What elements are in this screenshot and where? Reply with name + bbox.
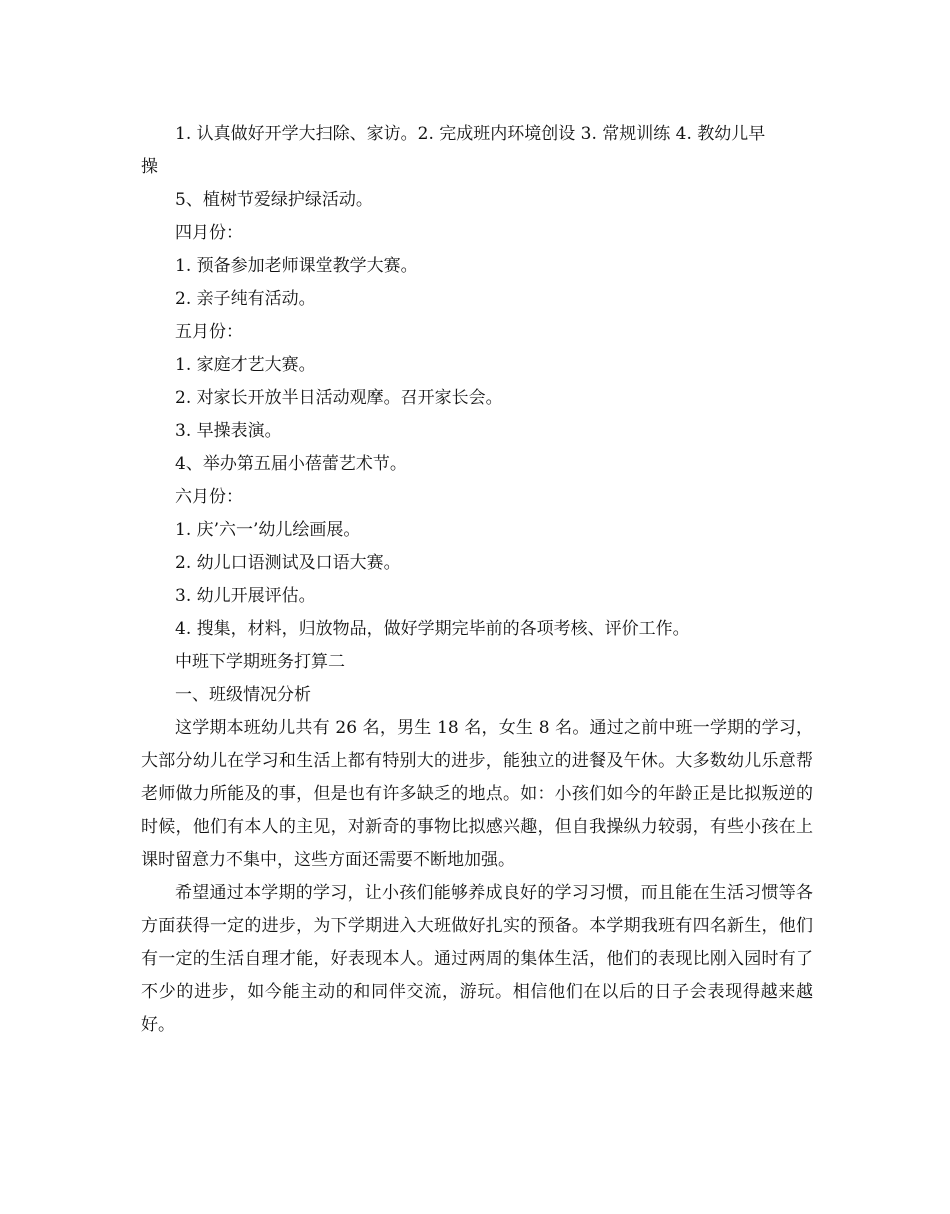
section-heading-june: 六月份： [175, 487, 243, 507]
list-item: 1. 家庭才艺大赛。 [175, 355, 316, 375]
list-item: 3. 早操表演。 [175, 421, 282, 441]
paragraph-semester-goals: 希望通过本学期的学习，让小孩们能够养成良好的学习习惯，而且能在生活习惯等各方面获得一定的进步，为下学期进入大班做好扎实的预备。本学期我班有四名新生，他们有一定的生活自理才能，好表现本人。通过两周的集体生活，他们的表现比刚入园时有了不少的进步，如今能主动的和同伴交流，游玩。相信他们在以后的日子会表现得越来越好。 [141, 883, 813, 1035]
section-heading-class-analysis: 一、班级情况分析 [175, 685, 311, 705]
section-heading-april: 四月份： [175, 223, 243, 243]
document-body [141, 118, 813, 1042]
section-heading-may: 五月份： [175, 322, 243, 342]
text-line: 1. 认真做好开学大扫除、家访。2. 完成班内环境创设 3. 常规训练 4. 教幼儿早 [175, 124, 766, 144]
document-subtitle: 中班下学期班务打算二 [175, 652, 345, 672]
list-item: 4. 搜集，材料，归放物品，做好学期完毕前的各项考核、评价工作。 [175, 619, 690, 639]
list-item: 2. 幼儿口语测试及口语大赛。 [175, 553, 401, 573]
list-item: 1. 预备参加老师课堂教学大赛。 [175, 256, 418, 276]
text-line: 操 [141, 157, 158, 177]
list-item: 2. 亲子纯有活动。 [175, 289, 316, 309]
paragraph-class-situation: 这学期本班幼儿共有 26 名，男生 18 名，女生 8 名。通过之前中班一学期的学习，大部分幼儿在学习和生活上都有特别大的进步，能独立的进餐及午休。大多数幼儿乐意帮老师做力所能及的事，但是也有许多缺乏的地点。如：小孩们如今的年龄正是比拟叛逆的时候，他们有本人的主见，对新奇的事物比拟感兴趣，但自我操纵力较弱，有些小孩在上课时留意力不集中，这些方面还需要不断地加强。 [141, 718, 813, 870]
list-item: 3. 幼儿开展评估。 [175, 586, 316, 606]
list-item: 2. 对家长开放半日活动观摩。召开家长会。 [175, 388, 503, 408]
list-item: 1. 庆’六一’幼儿绘画展。 [175, 520, 361, 540]
list-item: 4、举办第五届小蓓蕾艺术节。 [175, 454, 407, 474]
text-line: 5、植树节爱绿护绿活动。 [175, 190, 373, 210]
